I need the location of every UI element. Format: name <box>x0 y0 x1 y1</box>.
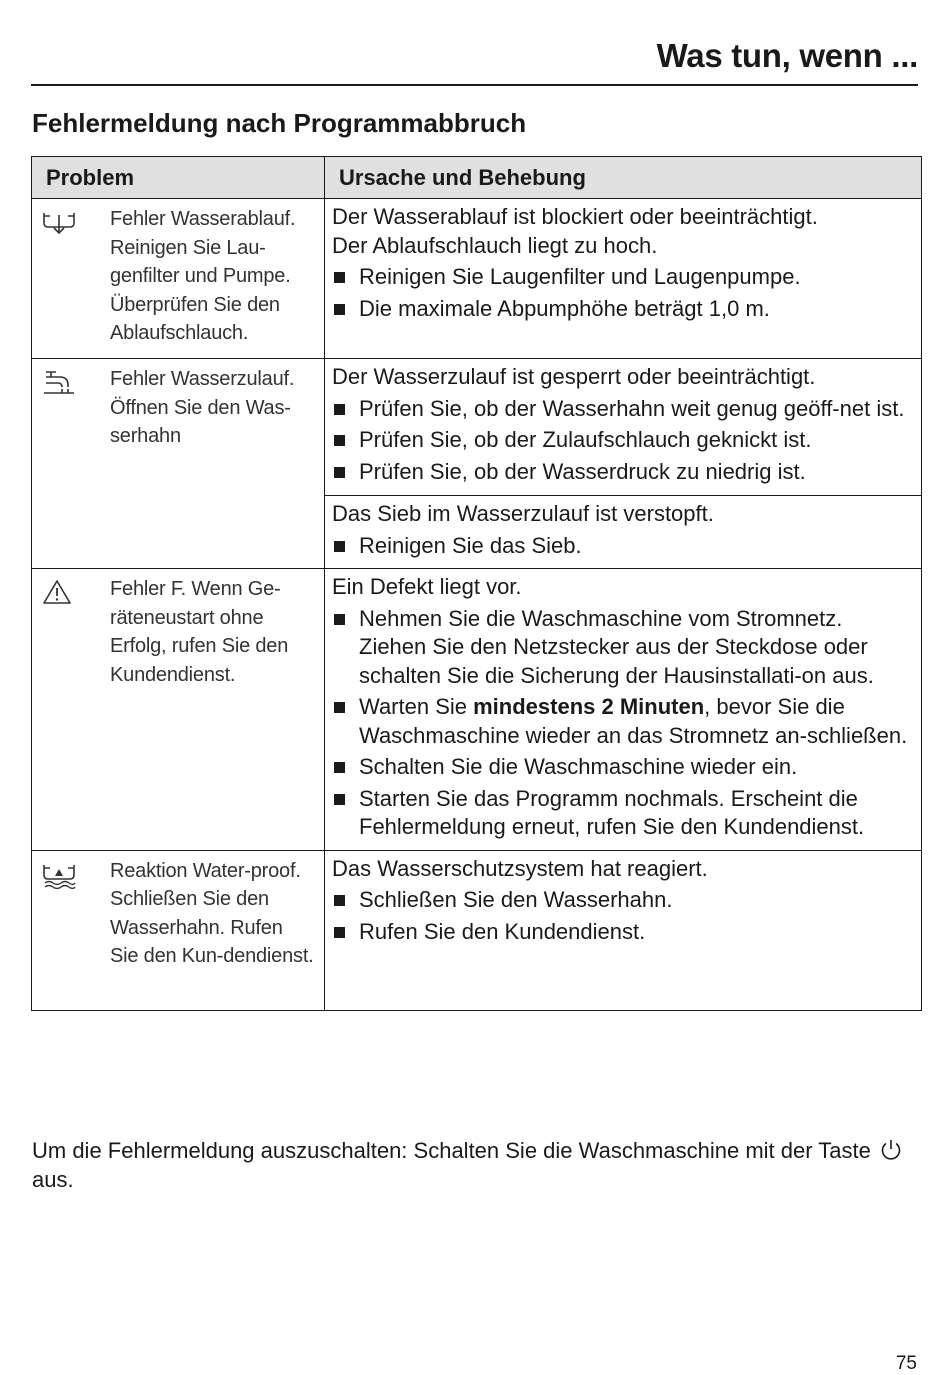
cause-cell <box>325 569 922 851</box>
table-row <box>32 359 922 569</box>
remedy-item: Die maximale Abpumphöhe beträgt 1,0 m. <box>332 295 913 324</box>
water-inlet-icon <box>42 365 110 451</box>
table-row <box>32 199 922 359</box>
cause-lead: Ein Defekt liegt vor. <box>332 574 522 599</box>
problem-cell <box>32 569 325 851</box>
drain-icon <box>42 205 110 348</box>
cause-cell <box>325 199 922 359</box>
remedy-list <box>332 532 913 561</box>
remedy-list <box>332 886 913 946</box>
problem-text: Reaktion Water-proof. Schließen Sie den Wasserhahn. Rufen Sie den Kun-dendienst. <box>110 859 314 967</box>
cause-cell <box>325 850 922 1010</box>
error-table <box>31 156 922 1011</box>
problem-text: Fehler Wasserzulauf. Öffnen Sie den Was-serhahn <box>110 368 295 447</box>
table-row <box>32 569 922 851</box>
remedy-item: Reinigen Sie das Sieb. <box>332 532 913 561</box>
page-title: Was tun, wenn ... <box>656 37 918 74</box>
remedy-item: Starten Sie das Programm nochmals. Erscheint die Fehlermeldung erneut, rufen Sie den Kundendienst. <box>332 785 913 842</box>
remedy-item: Prüfen Sie, ob der Zulaufschlauch geknickt ist. <box>332 426 913 455</box>
cause-lead: Das Wasserschutzsystem hat reagiert. <box>332 855 708 881</box>
remedy-item: Rufen Sie den Kundendienst. <box>332 918 913 947</box>
remedy-item: Schalten Sie die Waschmaschine wieder ein. <box>332 753 913 782</box>
page-number: 75 <box>895 1353 917 1374</box>
cause-lead: Der Wasserzulauf ist gesperrt oder beeinträchtigt. <box>332 364 816 389</box>
remedy-list <box>332 263 913 323</box>
remedy-list <box>332 605 913 842</box>
cause-lead: Der Wasserablauf ist blockiert oder beeinträchtigt. Der Ablaufschlauch liegt zu hoch. <box>332 204 818 258</box>
footer-note-text: Um die Fehlermeldung auszuschalten: Schalten Sie die Waschmaschine mit der Taste <box>32 1138 871 1163</box>
cause-lead: Das Sieb im Wasserzulauf ist verstopft. <box>332 501 714 526</box>
remedy-item: Nehmen Sie die Waschmaschine vom Stromnetz. Ziehen Sie den Netzstecker aus der Steckdose oder schalten Sie die Sicherung der Hausinstallati-on aus. <box>332 605 913 691</box>
column-header-problem: Problem <box>32 157 325 199</box>
power-icon <box>879 1138 903 1162</box>
problem-cell <box>32 359 325 569</box>
page-header <box>31 34 918 86</box>
column-header-cause: Ursache und Behebung <box>325 157 922 199</box>
remedy-item: Schließen Sie den Wasserhahn. <box>332 886 913 915</box>
remedy-item: Reinigen Sie Laugenfilter und Laugenpumpe. <box>332 263 913 292</box>
cause-cell <box>325 359 922 569</box>
footer-note <box>32 1137 912 1194</box>
warning-icon <box>42 575 110 689</box>
remedy-item: Warten Sie mindestens 2 Minuten, bevor Sie die Waschmaschine wieder an das Stromnetz an-schließen. <box>332 693 913 750</box>
problem-cell <box>32 199 325 359</box>
cause-block-secondary <box>325 495 921 568</box>
problem-text: Fehler F. Wenn Ge-räteneustart ohne Erfolg, rufen Sie den Kundendienst. <box>110 578 289 686</box>
footer-note-text-end: aus. <box>32 1166 74 1192</box>
waterproof-icon <box>42 857 110 971</box>
remedy-item: Prüfen Sie, ob der Wasserdruck zu niedrig ist. <box>332 458 913 487</box>
section-title: Fehlermeldung nach Programmabbruch <box>32 108 527 138</box>
remedy-item: Prüfen Sie, ob der Wasserhahn weit genug geöff-net ist. <box>332 395 913 424</box>
problem-cell <box>32 850 325 1010</box>
remedy-list <box>332 395 913 487</box>
table-row <box>32 850 922 1010</box>
problem-text: Fehler Wasserablauf. Reinigen Sie Lau-genfilter und Pumpe. Überprüfen Sie den Ablaufschlauch. <box>110 208 296 344</box>
